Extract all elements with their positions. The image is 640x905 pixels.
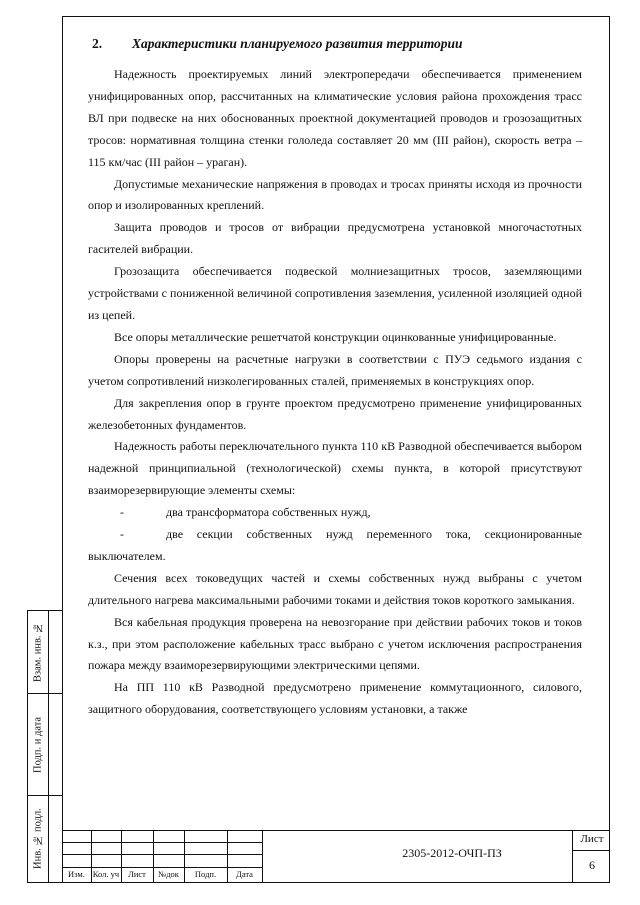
list-dash: - [120,505,124,520]
document-body [88,36,582,721]
section-title: Характеристики планируемого развития территории [132,36,463,51]
section-heading [92,36,582,52]
paragraph: Надежность работы переключательного пункта 110 кВ Разводной обеспечивается выбором надежной принципиальной (технологической) схемы пункта, в которой присутствуют взаиморезервирующие элементы схемы: [88,439,582,498]
side-cell-sign-date [27,694,62,796]
paragraph: Защита проводов и тросов от вибрации предусмотрена установкой многочастотных гасителей вибрации. [88,220,582,257]
list-dash: - [120,527,124,542]
paragraph: Допустимые механические напряжения в проводах и тросах приняты исходя из прочности опор и изолированных креплений. [88,176,582,213]
side-cell-replacement-inv [27,610,62,694]
list-item: - два трансформатора собственных нужд, [88,502,582,524]
paragraph: Надежность проектируемых линий электропередачи обеспечивается применением унифицированных опор, рассчитанных на климатические условия района прохождения трасс ВЛ при подвеске на них обоснованных проектной документацией проводов и грозозащитных тросов: нормативная толщина стенки гололеда составляет 20 мм (III район), скорость ветра – 115 км/час (III район – ураган). [88,67,582,169]
stamp-header: Изм. [68,869,85,879]
paragraph: Грозозащита обеспечивается подвеской молниезащитных тросов, заземляющими устройствами с пониженной величиной сопротивления заземления, усиленной изоляцией одной из цепей. [88,264,582,322]
paragraph: Для закрепления опор в грунте проектом предусмотрено применение унифицированных железобетонных фундаментов. [88,395,582,432]
sheet-label: Лист [580,833,604,845]
paragraph: Сечения всех токоведущих частей и схемы собственных нужд выбраны с учетом длительного нагрева максимальными рабочими токами и действия токов короткого замыкания. [88,570,582,607]
side-label: Подп. и дата [32,716,44,773]
stamp-header: Кол. уч [92,869,120,879]
list-item: - две секции собственных нужд переменного тока, секционированные выключателем. [88,524,582,568]
stamp-header: Лист [128,869,146,879]
sheet-number: 6 [589,858,595,872]
paragraph: Опоры проверены на расчетные нагрузки в соответствии с ПУЭ седьмого издания с учетом сопротивлений низколегированных сталей, применяемых в конструкциях опор. [88,351,582,388]
stamp-header: №док [158,869,179,879]
paragraph: Все опоры металлические решетчатой конструкции оцинкованные унифицированные. [114,329,557,344]
document-code: 2305-2012-ОЧП-ПЗ [402,846,502,860]
side-cell-original-inv [27,796,62,883]
side-label: Взам. инв. № [32,621,44,683]
stamp-header: Подп. [194,869,217,879]
stamp-header: Дата [236,869,253,879]
side-label: Инв. № подл. [32,808,44,870]
paragraph: На ПП 110 кВ Разводной предусмотрено применение коммутационного, силового, защитного оборудования, соответствующего условиям установки, а также [88,680,582,717]
title-block [62,830,610,883]
section-number: 2. [92,36,103,51]
paragraph: Вся кабельная продукция проверена на невозгорание при действии рабочих токов и токов к.з., при этом расположение кабельных трасс выбрано с учетом исключения распространения пожара между взаиморезервирующими электрическими цепями. [88,614,582,673]
